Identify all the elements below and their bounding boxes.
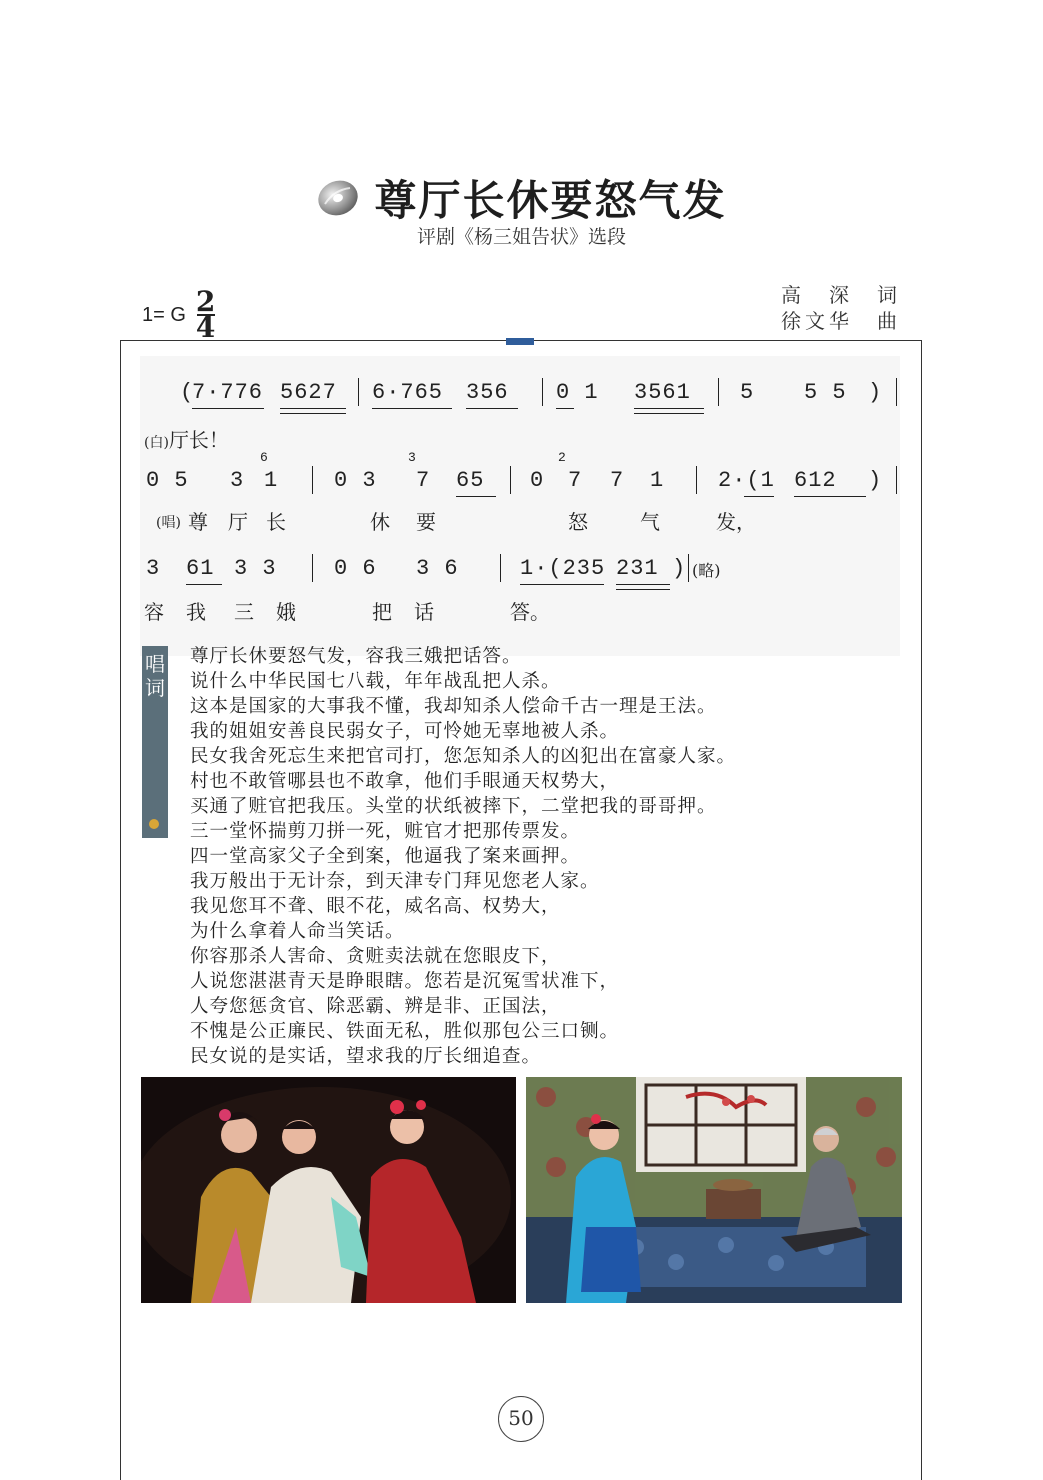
score-note: 1 xyxy=(650,468,665,493)
bar-line xyxy=(500,554,501,582)
beam-line xyxy=(456,496,496,497)
lyric-char: 答。 xyxy=(510,600,550,624)
beam-line xyxy=(280,408,346,409)
score-note: 0 3 xyxy=(334,468,377,493)
lyric-line: 四一堂高家父子全到案，他逼我了案来画押。 xyxy=(190,846,581,867)
stage-photo-right xyxy=(526,1077,902,1303)
bar-line xyxy=(696,466,697,494)
key-signature xyxy=(142,285,216,344)
lyric-char: 气 xyxy=(640,510,660,534)
lyric-char: 三 xyxy=(234,600,254,624)
lyric-char: 休 xyxy=(370,510,390,534)
lyric-line: 三一堂怀揣剪刀拼一死，赃官才把那传票发。 xyxy=(190,821,581,842)
lyric-line: 说什么中华民国七八载，年年战乱把人杀。 xyxy=(190,671,561,692)
frame-tab-marker xyxy=(506,338,534,345)
credits xyxy=(781,282,901,334)
beam-line xyxy=(794,496,866,497)
lyric-char: 把 xyxy=(372,600,392,624)
beam-line xyxy=(634,413,704,414)
beam-line xyxy=(634,408,704,409)
lyric-line: 人夸您惩贪官、除恶霸、辨是非、正国法， xyxy=(190,996,561,1017)
stage-photo-right-graphic xyxy=(526,1077,902,1303)
score-note: 65 xyxy=(456,468,485,493)
key-text: 1= G xyxy=(142,303,186,326)
bar-line xyxy=(312,554,313,582)
meter-top: 2 xyxy=(195,285,216,318)
lyric-line: 买通了赃官把我压。头堂的状纸被摔下，二堂把我的哥哥押。 xyxy=(190,796,717,817)
lyric-char: 发， xyxy=(716,510,756,534)
lyric-line: 村也不敢管哪县也不敢拿，他们手眼通天权势大， xyxy=(190,771,620,792)
beam-line xyxy=(192,408,264,409)
lyric-line: 我万般出于无计奈，到天津专门拜见您老人家。 xyxy=(190,871,600,892)
lyric-line: 民女说的是实话，望求我的厅长细追查。 xyxy=(190,1046,542,1067)
score-note: 3 xyxy=(146,556,161,581)
score-note: 3 6 xyxy=(416,556,459,581)
lyric-char: 娥 xyxy=(276,600,296,624)
composer-credit: 徐文华 曲 xyxy=(781,309,901,333)
lyric-line: 不愧是公正廉民、铁面无私，胜似那包公三口铡。 xyxy=(190,1021,620,1042)
beam-line xyxy=(372,408,452,409)
score-note: 3 xyxy=(230,468,245,493)
lyric-char: 要 xyxy=(416,510,436,534)
bar-line xyxy=(312,466,313,494)
lyric-line: 尊厅长休要怒气发，容我三娥把话答。 xyxy=(190,646,522,667)
bar-line xyxy=(358,378,359,406)
lyric-char: 我 xyxy=(186,600,206,624)
title-text: 尊厅长休要怒气发 xyxy=(374,176,727,225)
score-note: ) xyxy=(868,380,883,405)
score-note: 5 5 xyxy=(804,380,847,405)
page-title xyxy=(316,168,726,228)
grace-note: 3 xyxy=(408,450,417,465)
sung-prefix xyxy=(156,508,181,532)
score-note: 3 3 xyxy=(234,556,277,581)
lyric-line: 你容那杀人害命、贪赃卖法就在您眼皮下， xyxy=(190,946,561,967)
score-note: 7 xyxy=(416,468,431,493)
score-note: 0 xyxy=(530,468,545,493)
beam-line xyxy=(466,408,518,409)
lyric-char: 怒 xyxy=(568,510,588,534)
lyric-line: 我见您耳不聋、眼不花，威名高、权势大， xyxy=(190,896,561,917)
beam-line xyxy=(186,584,222,585)
score-suffix: (略) xyxy=(692,561,721,580)
score-note: 1 xyxy=(264,468,279,493)
lyric-line: 为什么拿着人命当笑话。 xyxy=(190,921,405,942)
meter-bottom: 4 xyxy=(195,311,216,344)
bar-line xyxy=(896,378,897,406)
score-note: 2·(1 xyxy=(718,468,775,493)
spoken-text: 厅长！ xyxy=(168,428,229,452)
score-note: 5627 xyxy=(280,380,337,405)
bar-line xyxy=(510,466,511,494)
spoken-line xyxy=(144,424,229,453)
page-number: 50 xyxy=(498,1396,544,1442)
title-block xyxy=(0,168,1043,228)
score-note: 612 xyxy=(794,468,837,493)
score-note: 3561 xyxy=(634,380,691,405)
score-note: ) xyxy=(672,556,687,581)
bar-line xyxy=(542,378,543,406)
stage-photo-left xyxy=(141,1077,516,1303)
beam-line xyxy=(616,589,670,590)
subtitle: 评剧《杨三姐告状》选段 xyxy=(416,226,626,248)
score-note: 61 xyxy=(186,556,215,581)
score-note: ) xyxy=(868,468,883,493)
lyrics-text xyxy=(190,644,736,1069)
beam-line xyxy=(280,413,346,414)
label-dot-icon xyxy=(149,819,159,829)
score-note: 6·765 xyxy=(372,380,444,405)
bar-line xyxy=(718,378,719,406)
lyrics-label xyxy=(142,646,168,838)
lyric-char: 话 xyxy=(414,600,434,624)
beam-line xyxy=(556,408,574,409)
stage-photo-left-graphic xyxy=(141,1077,516,1303)
cd-disc-icon xyxy=(316,176,360,220)
lyric-line: 民女我舍死忘生来把官司打，您怎知杀人的凶犯出在富豪人家。 xyxy=(190,746,737,767)
lyricist-credit: 高 深 词 xyxy=(781,283,901,307)
time-signature xyxy=(195,285,216,344)
score-note: 0 5 xyxy=(146,468,189,493)
score-note: 1·(235 xyxy=(520,556,606,581)
score-note: 0 1 xyxy=(556,380,599,405)
score-note: 356 xyxy=(466,380,509,405)
score-note: ( xyxy=(180,380,195,405)
beam-line xyxy=(520,584,604,585)
score-note: 0 6 xyxy=(334,556,377,581)
grace-note: 2 xyxy=(558,450,567,465)
lyric-line: 我的姐姐安善良民弱女子，可怜她无辜地被人杀。 xyxy=(190,721,620,742)
lyric-char: 长 xyxy=(266,510,286,534)
beam-line xyxy=(616,584,670,585)
spoken-prefix: (白) xyxy=(144,435,169,451)
jianpu-score xyxy=(140,356,900,656)
score-note: 7 xyxy=(610,468,625,493)
lyric-char: 尊 xyxy=(188,510,208,534)
score-note: 5 xyxy=(740,380,755,405)
score-note: 231 xyxy=(616,556,659,581)
score-note: 7·776 xyxy=(192,380,264,405)
sung-prefix-text: (唱) xyxy=(156,515,181,531)
lyric-line: 这本是国家的大事我不懂，我却知杀人偿命千古一理是王法。 xyxy=(190,696,717,717)
grace-note: 6 xyxy=(260,450,269,465)
lyrics-label-text: 唱词 xyxy=(145,652,165,700)
lyric-char: 容 xyxy=(144,600,164,624)
score-note: 7 xyxy=(568,468,583,493)
beam-line xyxy=(744,496,774,497)
lyric-line: 人说您湛湛青天是睁眼瞎。您若是沉冤雪状准下， xyxy=(190,971,620,992)
bar-line xyxy=(896,466,897,494)
lyric-char: 厅 xyxy=(228,510,248,534)
bar-line xyxy=(688,554,689,582)
